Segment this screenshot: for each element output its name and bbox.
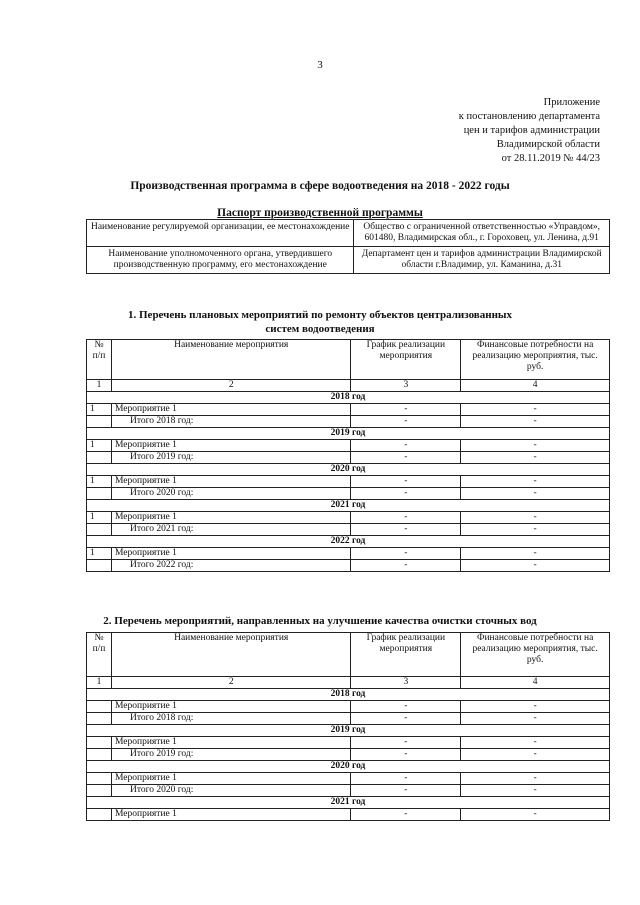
total-row	[87, 488, 610, 500]
finance-value: -	[461, 524, 610, 536]
passport-label: Наименование уполномоченного органа, утвердившего производственную программу, его местонахождение	[87, 247, 354, 274]
year-label: 2018 год	[87, 392, 610, 404]
table-row	[87, 440, 610, 452]
row-number-empty	[87, 416, 112, 428]
row-number: 1	[87, 512, 112, 524]
row-number-empty	[87, 749, 112, 761]
section1-title-line: 1. Перечень плановых мероприятий по ремонту объектов централизованных	[128, 309, 512, 321]
header-cell: № п/п	[87, 340, 112, 380]
year-label: 2019 год	[87, 725, 610, 737]
schedule-value: -	[351, 416, 461, 428]
year-row	[87, 536, 610, 548]
total-label: Итого 2020 год:	[111, 785, 350, 797]
row-number: 1	[87, 440, 112, 452]
appendix-line: к постановлению департамента	[458, 111, 600, 122]
finance-value: -	[461, 809, 610, 821]
appendix-line: Владимирской области	[496, 139, 600, 150]
row-number: 1	[87, 404, 112, 416]
schedule-value: -	[351, 713, 461, 725]
total-label: Итого 2019 год:	[111, 452, 350, 464]
finance-value: -	[461, 452, 610, 464]
total-row	[87, 713, 610, 725]
finance-value: -	[461, 548, 610, 560]
total-row	[87, 416, 610, 428]
passport-row	[87, 220, 610, 247]
schedule-value: -	[351, 701, 461, 713]
passport-label: Наименование регулируемой организации, ее местонахождение	[87, 220, 354, 247]
schedule-value: -	[351, 512, 461, 524]
table-row	[87, 548, 610, 560]
year-label: 2021 год	[87, 797, 610, 809]
activity-name: Мероприятие 1	[111, 404, 350, 416]
schedule-value: -	[351, 440, 461, 452]
schedule-value: -	[351, 773, 461, 785]
activity-name: Мероприятие 1	[111, 809, 350, 821]
finance-value: -	[461, 749, 610, 761]
year-row	[87, 500, 610, 512]
row-number: 1	[87, 548, 112, 560]
row-number	[87, 737, 112, 749]
total-label: Итого 2022 год:	[111, 560, 350, 572]
row-number-empty	[87, 524, 112, 536]
finance-value: -	[461, 713, 610, 725]
row-number: 1	[87, 476, 112, 488]
passport-title: Паспорт производственной программы	[217, 207, 423, 219]
table-row	[87, 512, 610, 524]
passport-value: Департамент цен и тарифов администрации Владимирской области г.Владимир, ул. Каманина, д.31	[354, 247, 610, 274]
year-label: 2022 год	[87, 536, 610, 548]
year-row	[87, 464, 610, 476]
section1-title-line: систем водоотведения	[265, 323, 375, 335]
row-number-empty	[87, 488, 112, 500]
finance-value: -	[461, 440, 610, 452]
schedule-value: -	[351, 404, 461, 416]
table-row	[87, 809, 610, 821]
year-row	[87, 725, 610, 737]
appendix-line: Приложение	[543, 97, 600, 108]
schedule-value: -	[351, 452, 461, 464]
passport-value: Общество с ограниченной ответственностью «Управдом», 601480, Владимирская обл., г. Гороховец, ул. Ленина, д.91	[354, 220, 610, 247]
column-number-row	[87, 677, 610, 689]
schedule-value: -	[351, 737, 461, 749]
total-label: Итого 2020 год:	[111, 488, 350, 500]
header-cell: Финансовые потребности на реализацию мероприятия, тыс. руб.	[461, 340, 610, 380]
column-number: 1	[87, 380, 112, 392]
row-number-empty	[87, 713, 112, 725]
table-row	[87, 404, 610, 416]
column-number: 2	[111, 677, 350, 689]
column-number: 2	[111, 380, 350, 392]
schedule-value: -	[351, 548, 461, 560]
page-number: 3	[317, 59, 323, 71]
row-number-empty	[87, 452, 112, 464]
section2-table	[86, 632, 610, 821]
table-header-row	[87, 340, 610, 380]
year-label: 2021 год	[87, 500, 610, 512]
passport-table	[86, 219, 610, 274]
column-number: 4	[461, 380, 610, 392]
row-number	[87, 773, 112, 785]
year-row	[87, 797, 610, 809]
activity-name: Мероприятие 1	[111, 512, 350, 524]
total-label: Итого 2021 год:	[111, 524, 350, 536]
year-label: 2018 год	[87, 689, 610, 701]
schedule-value: -	[351, 524, 461, 536]
activity-name: Мероприятие 1	[111, 773, 350, 785]
year-row	[87, 689, 610, 701]
schedule-value: -	[351, 785, 461, 797]
total-row	[87, 452, 610, 464]
finance-value: -	[461, 701, 610, 713]
activity-name: Мероприятие 1	[111, 548, 350, 560]
finance-value: -	[461, 512, 610, 524]
document-title: Производственная программа в сфере водоотведения на 2018 - 2022 годы	[130, 180, 510, 192]
row-number-empty	[87, 560, 112, 572]
table-row	[87, 737, 610, 749]
schedule-value: -	[351, 560, 461, 572]
year-label: 2020 год	[87, 464, 610, 476]
column-number: 4	[461, 677, 610, 689]
schedule-value: -	[351, 749, 461, 761]
row-number	[87, 701, 112, 713]
year-row	[87, 392, 610, 404]
table-row	[87, 773, 610, 785]
section2-title: 2. Перечень мероприятий, направленных на улучшение качества очистки сточных вод	[103, 615, 537, 627]
finance-value: -	[461, 404, 610, 416]
section1-title	[0, 308, 640, 336]
table-row	[87, 476, 610, 488]
header-cell: Наименование мероприятия	[111, 633, 350, 677]
schedule-value: -	[351, 476, 461, 488]
activity-name: Мероприятие 1	[111, 737, 350, 749]
finance-value: -	[461, 737, 610, 749]
header-cell: График реализации мероприятия	[351, 633, 461, 677]
passport-row	[87, 247, 610, 274]
appendix-block	[400, 96, 600, 166]
section1-table	[86, 339, 610, 572]
total-label: Итого 2019 год:	[111, 749, 350, 761]
appendix-line: от 28.11.2019 № 44/23	[501, 153, 600, 164]
activity-name: Мероприятие 1	[111, 476, 350, 488]
finance-value: -	[461, 773, 610, 785]
schedule-value: -	[351, 488, 461, 500]
total-row	[87, 560, 610, 572]
column-number: 1	[87, 677, 112, 689]
total-label: Итого 2018 год:	[111, 416, 350, 428]
column-number-row	[87, 380, 610, 392]
header-cell: Финансовые потребности на реализацию мероприятия, тыс. руб.	[461, 633, 610, 677]
header-cell: Наименование мероприятия	[111, 340, 350, 380]
finance-value: -	[461, 785, 610, 797]
year-label: 2019 год	[87, 428, 610, 440]
total-row	[87, 524, 610, 536]
table-header-row	[87, 633, 610, 677]
total-row	[87, 749, 610, 761]
year-label: 2020 год	[87, 761, 610, 773]
total-row	[87, 785, 610, 797]
finance-value: -	[461, 488, 610, 500]
row-number	[87, 809, 112, 821]
table-row	[87, 701, 610, 713]
column-number: 3	[351, 677, 461, 689]
finance-value: -	[461, 416, 610, 428]
finance-value: -	[461, 560, 610, 572]
year-row	[87, 761, 610, 773]
activity-name: Мероприятие 1	[111, 701, 350, 713]
appendix-line: цен и тарифов администрации	[463, 125, 600, 136]
row-number-empty	[87, 785, 112, 797]
header-cell: График реализации мероприятия	[351, 340, 461, 380]
schedule-value: -	[351, 809, 461, 821]
header-cell: № п/п	[87, 633, 112, 677]
finance-value: -	[461, 476, 610, 488]
activity-name: Мероприятие 1	[111, 440, 350, 452]
year-row	[87, 428, 610, 440]
total-label: Итого 2018 год:	[111, 713, 350, 725]
column-number: 3	[351, 380, 461, 392]
